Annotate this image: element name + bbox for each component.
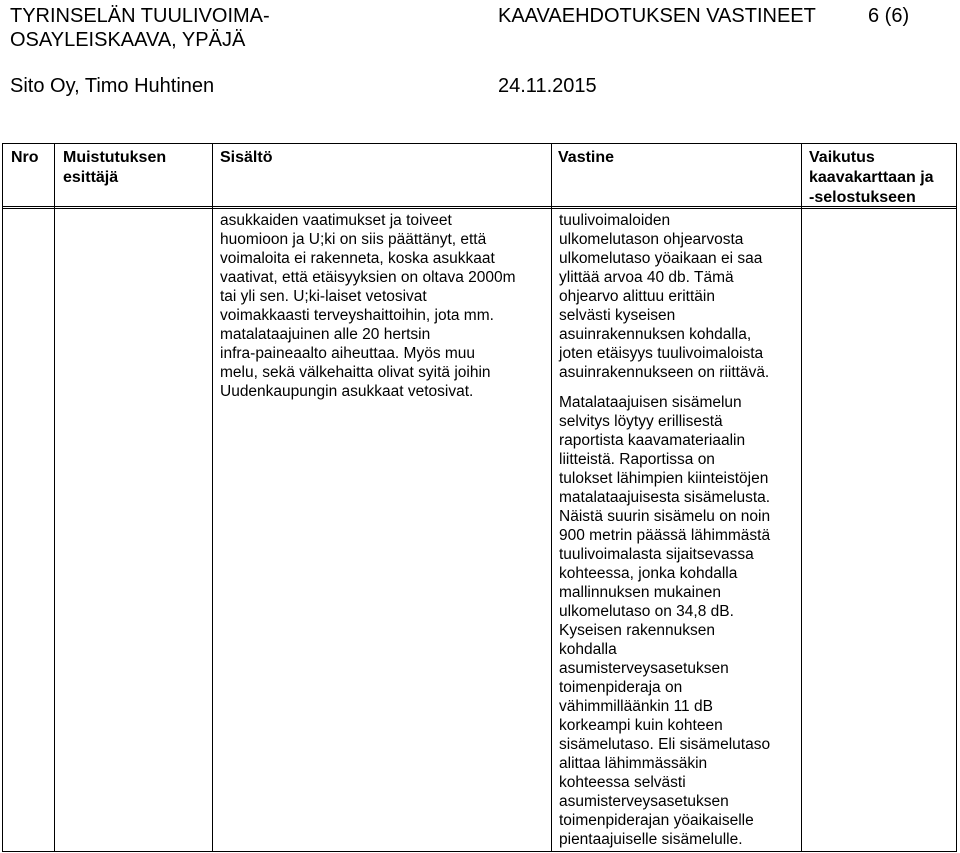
document-title: KAAVAEHDOTUKSEN VASTINEET — [498, 5, 816, 27]
text-line: ulkomelutaso yöaikaan ei saa — [559, 250, 763, 267]
text-line: ylittää arvoa 40 db. Tämä — [559, 269, 734, 286]
text-line: asuinrakennukseen on riittävä. — [559, 364, 770, 381]
text-line: raportista kaavamateriaalin — [559, 432, 746, 449]
column-divider — [54, 144, 55, 851]
text-line: matalataajuisesta sisämelusta. — [559, 489, 771, 506]
text-line: voimaloita ei rakenneta, koska asukkaat — [220, 250, 495, 267]
text-line: Matalataajuisen sisämelun — [559, 394, 742, 411]
text-line: ulkomelutason ohjearvosta — [559, 231, 744, 248]
text-line: Uudenkaupungin asukkaat vetosivat. — [220, 383, 474, 400]
text-line: liitteistä. Raportissa on — [559, 451, 715, 468]
document-date: 24.11.2015 — [498, 75, 597, 97]
text-line: mallinnuksen mukainen — [559, 584, 721, 601]
text-line: selvitys löytyy erillisestä — [559, 413, 723, 430]
column-header-content: Sisältö — [220, 149, 273, 166]
text-line: matalataajuinen alle 20 hertsin — [220, 326, 431, 343]
column-header-reply: Vastine — [558, 149, 615, 166]
column-header-nro: Nro — [11, 149, 39, 166]
column-divider — [551, 144, 552, 851]
text-line: korkeampi kuin kohteen — [559, 717, 723, 734]
text-line: kohteessa, jonka kohdalla — [559, 565, 738, 582]
text-line: joten etäisyys tuulivoimaloista — [559, 345, 764, 362]
plan-title-line-2: OSAYLEISKAAVA, YPÄJÄ — [10, 29, 246, 51]
text-line: vaativat, että etäisyyksien on oltava 2000m — [220, 269, 516, 286]
text-line: tuulivoimaloiden — [559, 212, 671, 229]
header-divider — [3, 208, 956, 209]
text-line: ulkomelutaso on 34,8 dB. — [559, 603, 734, 620]
text-line: asuinrakennuksen kohdalla, — [559, 326, 752, 343]
text-line: ohjearvo alittuu erittäin — [559, 288, 715, 305]
column-divider — [801, 144, 802, 851]
text-line: pientaajuiselle sisämelulle. — [559, 831, 743, 848]
text-line: asumisterveysasetuksen — [559, 793, 729, 810]
text-line: tai yli sen. U;ki-laiset vetosivat — [220, 288, 427, 305]
document-author: Sito Oy, Timo Huhtinen — [10, 75, 215, 97]
text-line: 900 metrin päässä lähimmästä — [559, 527, 771, 544]
column-header-author-line: Muistutuksen — [63, 149, 167, 166]
text-line: tulokset lähimpien kiinteistöjen — [559, 470, 769, 487]
text-line: huomioon ja U;ki on siis päättänyt, että — [220, 231, 487, 248]
column-header-author-line: esittäjä — [63, 169, 119, 186]
text-line: selvästi kyseisen — [559, 307, 676, 324]
text-line: vähimmilläänkin 11 dB — [559, 698, 713, 715]
text-line: asukkaiden vaatimukset ja toiveet — [220, 212, 452, 229]
response-table — [2, 143, 957, 852]
page-number: 6 (6) — [868, 5, 910, 27]
content-cell — [220, 211, 516, 401]
text-line: infra-paineaalto aiheuttaa. Myös muu — [220, 345, 476, 362]
plan-title-line-1: TYRINSELÄN TUULIVOIMA- — [10, 5, 270, 27]
column-header-effect-line: kaavakarttaan ja — [809, 169, 934, 186]
column-header-effect-line: -selostukseen — [809, 189, 916, 206]
text-line: Näistä suurin sisämelu on noin — [559, 508, 771, 525]
reply-cell — [559, 211, 770, 849]
column-header-effect-line: Vaikutus — [809, 149, 875, 166]
column-header-author — [63, 148, 213, 188]
paragraph-gap — [559, 382, 770, 393]
text-line: kohdalla — [559, 641, 617, 658]
text-line: Kyseisen rakennuksen — [559, 622, 715, 639]
column-header-effect — [809, 148, 959, 208]
text-line: voimakkaasti terveyshaittoihin, jota mm. — [220, 307, 494, 324]
text-line: sisämelutaso. Eli sisämelutaso — [559, 736, 771, 753]
text-line: melu, sekä välkehaitta olivat syitä joihin — [220, 364, 491, 381]
text-line: alittaa lähimmässäkin — [559, 755, 708, 772]
column-divider — [212, 144, 213, 851]
text-line: toimenpideraja on — [559, 679, 683, 696]
text-line: tuulivoimalasta sijaitsevassa — [559, 546, 754, 563]
text-line: toimenpiderajan yöaikaiselle — [559, 812, 754, 829]
text-line: kohteessa selvästi — [559, 774, 686, 791]
text-line: asumisterveysasetuksen — [559, 660, 729, 677]
